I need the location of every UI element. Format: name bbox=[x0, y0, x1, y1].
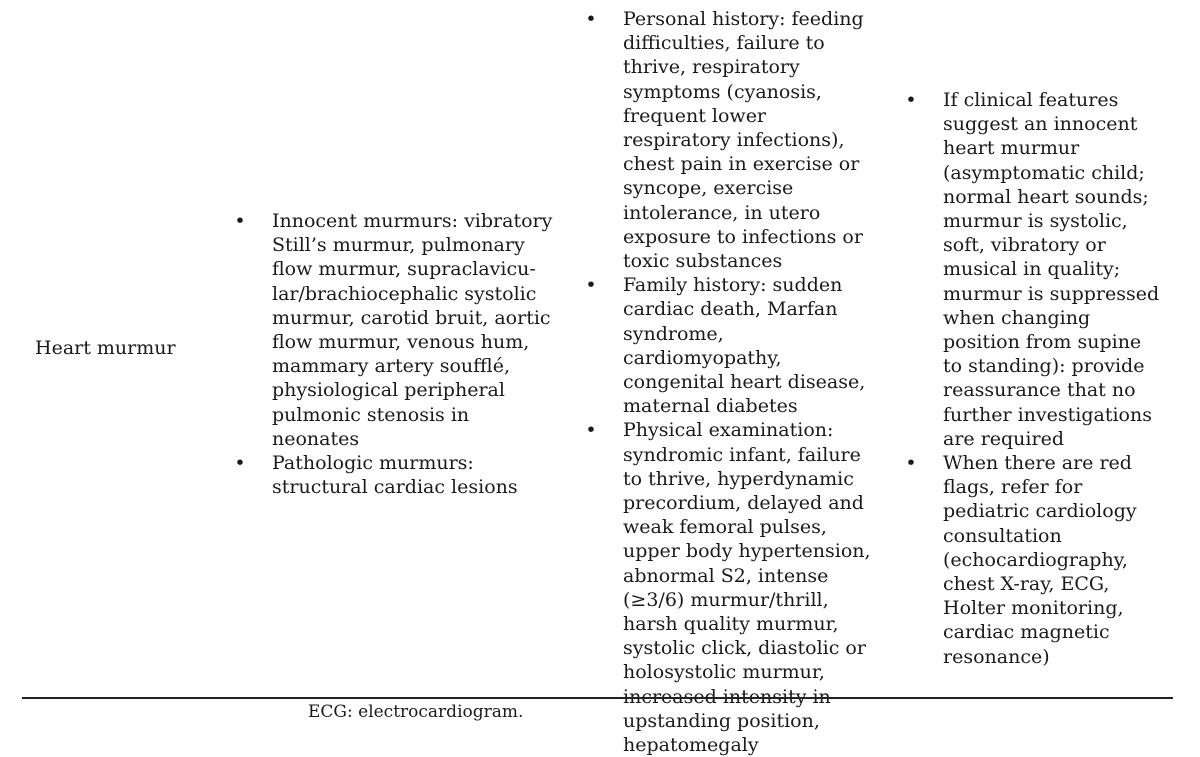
evaluation-list bbox=[585, 7, 875, 757]
list-item-text: Personal history: feeding difficulties, failure to thrive, respiratory symptoms (cyanosis, frequent lower respiratory infections), chest pain in exercise or syncope, exercise intolerance, in utero exposure to infections or toxic substances bbox=[623, 8, 864, 273]
list-item bbox=[585, 273, 875, 418]
bullet-icon: • bbox=[585, 419, 597, 442]
management-list bbox=[905, 88, 1165, 669]
list-item-text: Family history: sudden cardiac death, Marfan syndrome, cardiomyopathy, congenital heart disease, maternal diabetes bbox=[623, 274, 866, 418]
bullet-icon: • bbox=[585, 8, 597, 30]
list-item bbox=[905, 88, 1165, 451]
bullet-icon: • bbox=[905, 452, 917, 475]
bullet-icon: • bbox=[905, 89, 917, 111]
bullet-icon: • bbox=[585, 274, 597, 297]
list-item-text: Innocent murmurs: vibratory Still’s murmur, pulmonary flow murmur, supraclavicu-lar/brachiocephalic systolic murmur, carotid bruit, aortic flow murmur, venous hum, mammary artery soufflé, physiological peripheral pulmonic stenosis in neonates bbox=[272, 210, 553, 450]
list-item bbox=[905, 451, 1165, 669]
row-label-heart-murmur: Heart murmur bbox=[35, 337, 176, 359]
bullet-icon: • bbox=[234, 452, 246, 475]
table-footnote: ECG: electrocardiogram. bbox=[308, 702, 524, 722]
list-item bbox=[585, 7, 875, 273]
list-item-text: Physical examination: syndromic infant, failure to thrive, hyperdynamic precordium, delayed and weak femoral pulses, upper body hypertension, abnormal S2, intense (≥3/6) murmur/thrill, harsh quality murmur, systolic click, diastolic or holosystolic murmur, increased intensity in upstanding position, hepatomegaly bbox=[623, 419, 871, 757]
list-item bbox=[585, 418, 875, 757]
list-item-text: If clinical features suggest an innocent heart murmur (asymptomatic child; normal heart sounds; murmur is systolic, soft, vibratory or musical in quality; murmur is suppressed when changing position from supine to standing): provide reassurance that no further investigations are required bbox=[943, 89, 1160, 450]
differential-diagnosis-list bbox=[234, 209, 554, 499]
list-item-text: Pathologic murmurs: structural cardiac lesions bbox=[272, 452, 518, 499]
list-item bbox=[234, 209, 554, 451]
list-item-text: When there are red flags, refer for pediatric cardiology consultation (echocardiography, chest X-ray, ECG, Holter monitoring, cardiac magnetic resonance) bbox=[943, 452, 1137, 668]
bullet-icon: • bbox=[234, 210, 246, 232]
list-item bbox=[234, 451, 554, 499]
table-bottom-rule bbox=[22, 697, 1173, 699]
